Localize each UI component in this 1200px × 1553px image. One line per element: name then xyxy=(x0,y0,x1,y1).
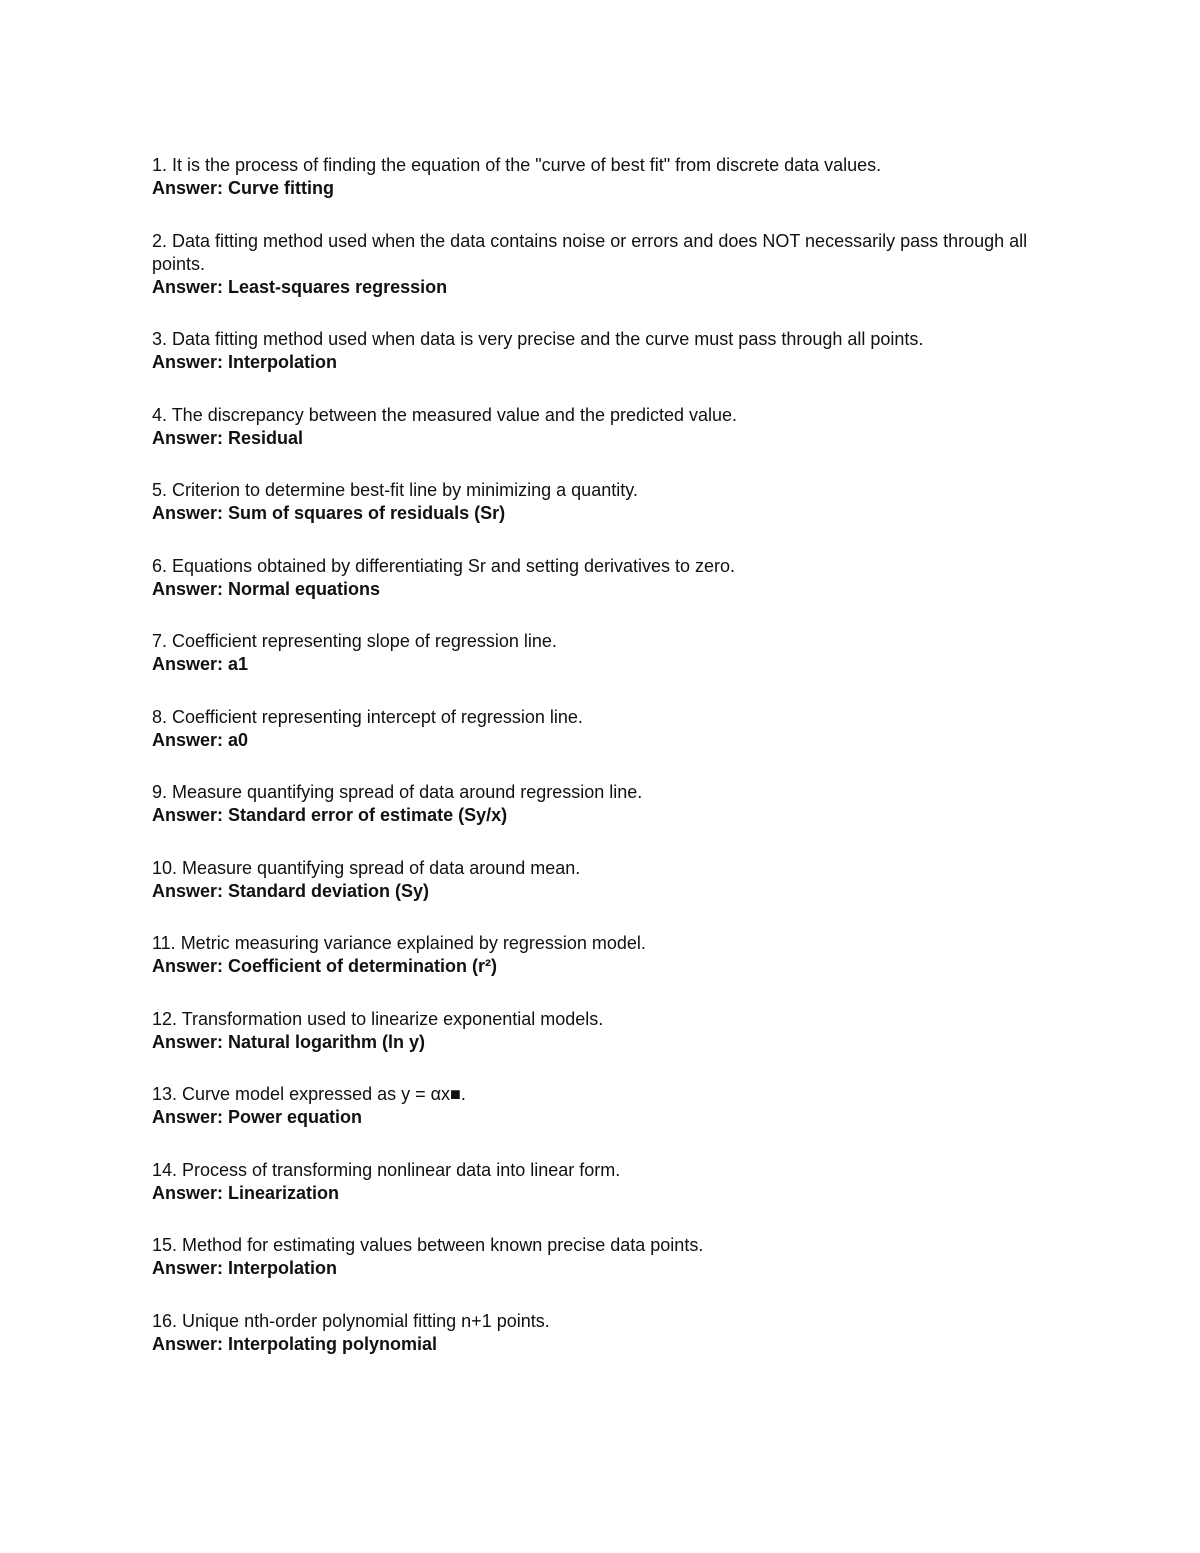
answer-text: Answer: Standard deviation (Sy) xyxy=(152,880,430,901)
qa-item-12 xyxy=(152,1008,1032,1054)
answer-text: Answer: Interpolating polynomial xyxy=(152,1333,438,1354)
qa-item-9 xyxy=(152,781,1032,827)
qa-item-8 xyxy=(152,706,1032,752)
qa-item-2 xyxy=(152,230,1032,299)
question-text: 14. Process of transforming nonlinear data into linear form. xyxy=(152,1159,621,1180)
question-text: 16. Unique nth-order polynomial fitting n+1 points. xyxy=(152,1310,550,1331)
qa-item-11 xyxy=(152,932,1032,978)
answer-text: Answer: Interpolation xyxy=(152,352,338,372)
question-text: 7. Coefficient representing slope of regression line. xyxy=(152,631,557,651)
answer-text: Answer: a1 xyxy=(152,654,249,674)
question-text: 2. Data fitting method used when the data contains noise or errors and does NOT necessarily pass through all points. xyxy=(152,230,1028,274)
answer-text: Answer: Residual xyxy=(152,427,304,448)
question-text: 11. Metric measuring variance explained by regression model. xyxy=(152,933,646,953)
question-text: 5. Criterion to determine best-fit line by minimizing a quantity. xyxy=(152,480,638,500)
answer-text: Answer: Interpolation xyxy=(152,1258,338,1278)
question-text: 10. Measure quantifying spread of data around mean. xyxy=(152,857,581,878)
question-text: 15. Method for estimating values between known precise data points. xyxy=(152,1235,704,1255)
qa-item-10 xyxy=(152,857,1032,903)
answer-text: Answer: Natural logarithm (ln y) xyxy=(152,1031,426,1052)
qa-item-3 xyxy=(152,328,1032,374)
question-text: 13. Curve model expressed as y = αx■. xyxy=(152,1084,466,1104)
qa-item-15 xyxy=(152,1234,1032,1280)
question-text: 9. Measure quantifying spread of data around regression line. xyxy=(152,782,643,802)
question-text: 6. Equations obtained by differentiating Sr and setting derivatives to zero. xyxy=(152,555,736,576)
question-text: 3. Data fitting method used when data is very precise and the curve must pass through all points. xyxy=(152,329,924,349)
answer-text: Answer: Linearization xyxy=(152,1182,340,1203)
question-text: 1. It is the process of finding the equation of the "curve of best fit" from discrete data values. xyxy=(152,155,882,175)
qa-item-1 xyxy=(152,154,1032,200)
answer-text: Answer: Standard error of estimate (Sy/x) xyxy=(152,805,508,825)
qa-list xyxy=(152,154,1032,1385)
answer-text: Answer: a0 xyxy=(152,729,249,750)
answer-text: Answer: Coefficient of determination (r²) xyxy=(152,956,498,976)
answer-text: Answer: Normal equations xyxy=(152,578,381,599)
answer-text: Answer: Power equation xyxy=(152,1107,363,1127)
question-text: 12. Transformation used to linearize exponential models. xyxy=(152,1008,604,1029)
question-text: 8. Coefficient representing intercept of regression line. xyxy=(152,706,583,727)
qa-item-13 xyxy=(152,1083,1032,1129)
answer-text: Answer: Curve fitting xyxy=(152,178,335,198)
answer-text: Answer: Least-squares regression xyxy=(152,276,448,297)
qa-item-6 xyxy=(152,555,1032,601)
qa-item-14 xyxy=(152,1159,1032,1205)
qa-item-5 xyxy=(152,479,1032,525)
question-text: 4. The discrepancy between the measured value and the predicted value. xyxy=(152,404,738,425)
answer-text: Answer: Sum of squares of residuals (Sr) xyxy=(152,503,506,523)
qa-item-4 xyxy=(152,404,1032,450)
qa-item-16 xyxy=(152,1310,1032,1356)
qa-item-7 xyxy=(152,630,1032,676)
